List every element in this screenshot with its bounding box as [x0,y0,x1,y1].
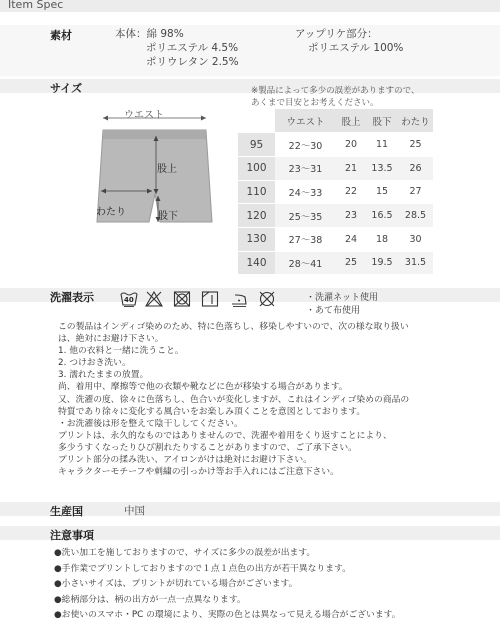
header-cell: 股下 [366,109,398,133]
table-cell: 25〜35 [275,204,336,228]
table-cell: 28〜41 [275,251,336,275]
header-cell [238,109,275,133]
table-cell: 11 [366,133,398,157]
item-spec-header [0,0,500,12]
shorts-diagram [86,100,226,240]
list-item: ●お使いのスマホ・PC の環境により、実際の色とは異なって見える場合がございます。 [54,610,401,620]
size-cell: 140 [238,251,275,275]
list-item: ●洗い加工を施しておりますので、サイズに多少の誤差が出ます。 [54,548,316,558]
size-note-2: あくまで目安とお考えください。 [251,98,379,108]
wash-side-note-1: ・洗濯ネット使用 [306,293,379,303]
size-table-header [238,109,433,133]
table-cell: 31.5 [398,251,433,275]
diagram-rise-label: 股上 [157,164,177,175]
table-cell: 23 [336,204,366,228]
size-cell: 130 [238,227,275,251]
wash-temp-text: 40 [124,296,134,304]
wash-side-note-2: ・あて布使用 [306,306,361,316]
table-cell: 22 [336,180,366,204]
item-spec-title: Item Spec [8,0,64,11]
wash-label: 洗濯表示 [50,291,94,304]
table-cell: 24 [336,227,366,251]
diagram-thigh-label: わたり [96,207,126,218]
material-body-line3: ポリウレタン 2.5% [146,56,239,68]
wash-line: 3. 濡れたままの放置。 [58,370,149,381]
table-cell: 25 [398,133,433,157]
size-table [238,109,433,275]
table-cell: 15 [366,180,398,204]
table-row [238,133,433,157]
table-cell: 28.5 [398,204,433,228]
diagram-inseam-label: 股下 [158,211,178,222]
material-body: 本体：綿 98% [115,28,184,40]
size-cell: 120 [238,204,275,228]
table-cell: 26 [398,156,433,180]
table-row [238,204,433,228]
list-item: ●総柄部分は、柄の出方が一点一点異なります。 [54,594,246,605]
size-label: サイズ [50,82,83,95]
no-dry-clean-icon [258,291,276,307]
material-label: 素材 [50,29,72,42]
wash-instructions [58,321,409,478]
wash-line: 特質であり徐々に変化する風合いをお楽しみ頂くことを意図としております。 [58,406,366,417]
table-cell: 20 [336,133,366,157]
iron-low-icon [230,291,248,307]
wash-line: 尚、着用中、摩擦等で他の衣類や靴などに色が移染する場合があります。 [58,382,348,393]
table-cell: 18 [366,227,398,251]
wash-line: は、絶対にお避け下さい。 [58,334,164,345]
header-cell: わたり [398,109,433,133]
wash-line: 又、洗濯の度、徐々に色落ちし、色合いが変化しますが、これはインディゴ染めの商品の [58,394,410,405]
diagram-waist-label: ウエスト [124,110,164,121]
table-cell: 27〜38 [275,227,336,251]
list-item: ●手作業でプリントしておりますので１点１点色の出方が若干異なります。 [54,563,351,574]
size-cell: 100 [238,156,275,180]
header-cell: 股上 [336,109,366,133]
shade-dry-icon [201,291,219,307]
no-bleach-icon [145,291,163,307]
wash-line: プリントは、永久的なものではありませんので、洗濯や着用をくり返すことにより、 [58,430,392,441]
table-cell: 23〜31 [275,156,336,180]
table-cell: 25 [336,251,366,275]
wash-line: 2. つけおき洗い。 [58,358,131,369]
material-section [0,25,500,76]
size-note-1: ※製品によって多少の誤差がありますので、 [251,86,420,96]
applique-value: ポリエステル 100% [308,42,404,54]
table-cell: 27 [398,180,433,204]
applique-label: アップリケ部分： [295,28,378,40]
table-row [238,180,433,204]
origin-value: 中国 [124,505,145,517]
notes-label: 注意事項 [50,529,94,542]
origin-label: 生産国 [50,505,83,518]
wash-line: キャラクターモチーフや刺繍の引っかけ等お手入れにはご注意下さい。 [58,467,339,478]
wash-line: この製品はインディゴ染めのため、特に色落ちし、移染しやすいので、次の様な取り扱い [58,322,409,332]
wash-line: プリント部分の揉み洗い、アイロンがけは絶対にお避け下さい。 [58,455,312,466]
table-cell: 13.5 [366,156,398,180]
no-tumble-dry-icon [173,291,191,307]
table-row [238,251,433,275]
table-cell: 16.5 [366,204,398,228]
wash-line: 多少うすくなったりひび割れたりすることがありますので、ご了承下さい。 [58,442,357,453]
wash-line: ・お洗濯後は形を整えて陰干ししてください。 [58,418,243,429]
table-row [238,227,433,251]
table-cell: 22〜30 [275,133,336,157]
size-cell: 95 [238,133,275,157]
notes-list [54,545,401,623]
header-cell: ウエスト [275,109,336,133]
wash-line: 1. 他の衣料と一緒に洗うこと。 [58,346,184,357]
size-cell: 110 [238,180,275,204]
list-item: ●小さいサイズは、プリントが切れている場合がございます。 [54,579,298,589]
table-cell: 30 [398,227,433,251]
table-row [238,156,433,180]
material-body-line2: ポリエステル 4.5% [146,42,239,54]
table-cell: 21 [336,156,366,180]
table-cell: 24〜33 [275,180,336,204]
table-cell: 19.5 [366,251,398,275]
